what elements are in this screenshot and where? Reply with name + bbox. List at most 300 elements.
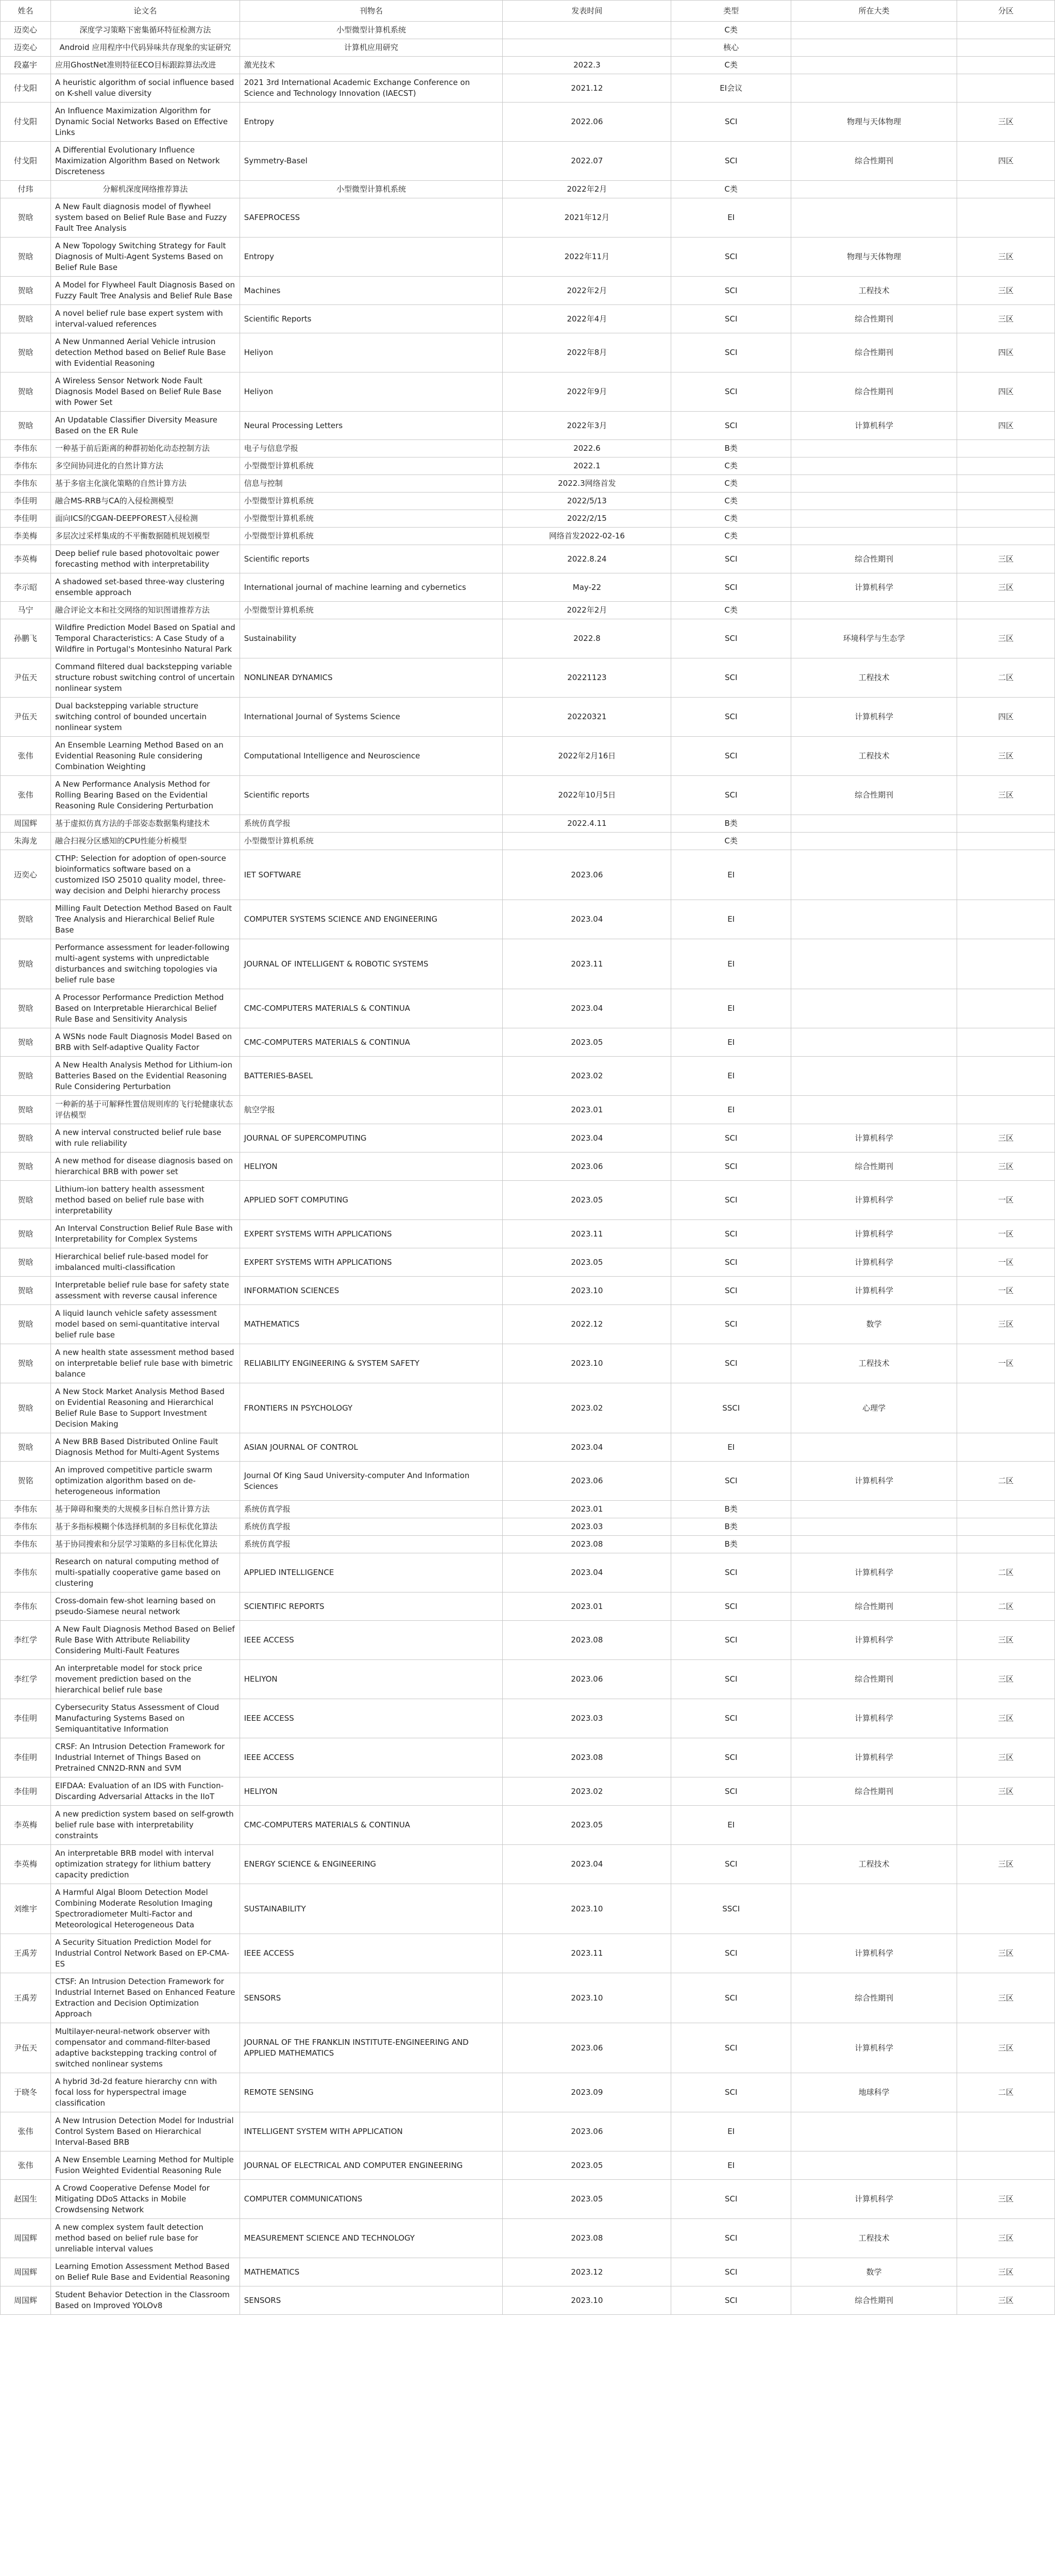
author-cell: 李伟东 <box>1 1553 51 1592</box>
title-cell: EIFDAA: Evaluation of an IDS with Function-Discarding Adversarial Attacks in the IIoT <box>51 1777 240 1806</box>
author-cell: 贺晗 <box>1 277 51 305</box>
category-cell <box>791 1028 957 1057</box>
table-row <box>1 238 1055 277</box>
author-cell: 贺晗 <box>1 939 51 989</box>
venue-cell: 系统仿真学报 <box>240 1518 503 1536</box>
date-cell: 2023.10 <box>503 2286 671 2315</box>
zone-cell: 二区 <box>957 2073 1055 2112</box>
venue-cell: EXPERT SYSTEMS WITH APPLICATIONS <box>240 1248 503 1277</box>
date-cell: 2022.6 <box>503 440 671 457</box>
type-cell: SCI <box>671 1777 791 1806</box>
title-cell: A heuristic algorithm of social influence based on K-shell value diversity <box>51 74 240 103</box>
zone-cell <box>957 1028 1055 1057</box>
table-body <box>1 22 1055 2315</box>
date-cell: 2023.11 <box>503 1220 671 1248</box>
venue-cell: HELIYON <box>240 1777 503 1806</box>
table-row <box>1 939 1055 989</box>
category-cell: 数学 <box>791 1305 957 1344</box>
date-cell: 2021.12 <box>503 74 671 103</box>
author-cell: 李伟东 <box>1 440 51 457</box>
table-row <box>1 2180 1055 2219</box>
category-cell: 计算机科学 <box>791 573 957 602</box>
venue-cell: INTELLIGENT SYSTEM WITH APPLICATION <box>240 2112 503 2151</box>
venue-cell: 小型微型计算机系统 <box>240 510 503 528</box>
zone-cell: 三区 <box>957 1660 1055 1699</box>
author-cell: 周国辉 <box>1 815 51 833</box>
title-cell: A new complex system fault detection method based on belief rule base for unreliable interval values <box>51 2219 240 2258</box>
zone-cell <box>957 198 1055 238</box>
zone-cell: 三区 <box>957 103 1055 142</box>
category-cell <box>791 1501 957 1518</box>
type-cell: SCI <box>671 1699 791 1738</box>
type-cell: C类 <box>671 493 791 510</box>
author-cell: 贺晗 <box>1 198 51 238</box>
table-row <box>1 1277 1055 1305</box>
zone-cell: 三区 <box>957 2258 1055 2286</box>
title-cell: A Crowd Cooperative Defense Model for Mitigating DDoS Attacks in Mobile Crowdsensing Network <box>51 2180 240 2219</box>
venue-cell: MATHEMATICS <box>240 2258 503 2286</box>
author-cell: 段嘉宇 <box>1 57 51 74</box>
venue-cell: Entropy <box>240 238 503 277</box>
title-cell: 融合评论文本和社交网络的知识图谱推荐方法 <box>51 602 240 619</box>
table-row <box>1 1553 1055 1592</box>
zone-cell: 三区 <box>957 1738 1055 1777</box>
table-row <box>1 815 1055 833</box>
type-cell: SCI <box>671 698 791 737</box>
title-cell: 基于多指标模糊个体选择机制的多目标优化算法 <box>51 1518 240 1536</box>
venue-cell: APPLIED INTELLIGENCE <box>240 1553 503 1592</box>
author-cell: 马宁 <box>1 602 51 619</box>
date-cell: 2023.08 <box>503 1536 671 1553</box>
venue-cell: 系统仿真学报 <box>240 1501 503 1518</box>
title-cell: Milling Fault Detection Method Based on Fault Tree Analysis and Hierarchical Belief Rule Base <box>51 900 240 939</box>
type-cell: C类 <box>671 22 791 39</box>
date-cell: 2022年2月 <box>503 181 671 198</box>
author-cell: 贺晗 <box>1 1220 51 1248</box>
date-cell: 2022.07 <box>503 142 671 181</box>
category-cell <box>791 493 957 510</box>
date-cell: 2022年2月 <box>503 602 671 619</box>
category-cell <box>791 475 957 493</box>
header-category: 所在大类 <box>791 1 957 22</box>
category-cell: 计算机科学 <box>791 2180 957 2219</box>
title-cell: An Updatable Classifier Diversity Measure Based on the ER Rule <box>51 412 240 440</box>
venue-cell: 小型微型计算机系统 <box>240 602 503 619</box>
zone-cell <box>957 74 1055 103</box>
title-cell: A shadowed set-based three-way clustering ensemble approach <box>51 573 240 602</box>
type-cell: C类 <box>671 528 791 545</box>
table-row <box>1 39 1055 57</box>
type-cell: SCI <box>671 412 791 440</box>
type-cell: EI <box>671 1028 791 1057</box>
table-row <box>1 545 1055 573</box>
venue-cell: 航空学报 <box>240 1096 503 1124</box>
author-cell: 贺晗 <box>1 1433 51 1462</box>
category-cell <box>791 74 957 103</box>
zone-cell: 三区 <box>957 1973 1055 2023</box>
date-cell: 2023.03 <box>503 1518 671 1536</box>
zone-cell <box>957 528 1055 545</box>
date-cell: 2023.02 <box>503 1777 671 1806</box>
table-row <box>1 74 1055 103</box>
title-cell: Wildfire Prediction Model Based on Spatial and Temporal Characteristics: A Case Study of a Wildfire in Portugal's Montesinho Natural Park <box>51 619 240 658</box>
category-cell: 综合性期刊 <box>791 1777 957 1806</box>
type-cell: EI <box>671 1096 791 1124</box>
type-cell: SCI <box>671 1592 791 1621</box>
date-cell: 2023.06 <box>503 850 671 900</box>
type-cell: SCI <box>671 1845 791 1884</box>
table-row <box>1 2151 1055 2180</box>
type-cell: SCI <box>671 1462 791 1501</box>
table-row <box>1 305 1055 333</box>
title-cell: 基于协同搜索和分层学习策略的多目标优化算法 <box>51 1536 240 1553</box>
type-cell: SCI <box>671 238 791 277</box>
author-cell: 李佳明 <box>1 510 51 528</box>
author-cell: 李伟东 <box>1 1592 51 1621</box>
date-cell: 2023.04 <box>503 1433 671 1462</box>
date-cell: 2022.12 <box>503 1305 671 1344</box>
type-cell: SSCI <box>671 1884 791 1934</box>
venue-cell: 激光技术 <box>240 57 503 74</box>
category-cell: 综合性期刊 <box>791 1592 957 1621</box>
author-cell: 张伟 <box>1 776 51 815</box>
type-cell: EI <box>671 989 791 1028</box>
zone-cell: 三区 <box>957 619 1055 658</box>
category-cell <box>791 1536 957 1553</box>
zone-cell <box>957 22 1055 39</box>
date-cell <box>503 22 671 39</box>
date-cell: 2022.3网络首发 <box>503 475 671 493</box>
venue-cell: IEEE ACCESS <box>240 1934 503 1973</box>
type-cell: SCI <box>671 1621 791 1660</box>
title-cell: Cross-domain few-shot learning based on pseudo-Siamese neural network <box>51 1592 240 1621</box>
date-cell: 2023.06 <box>503 1462 671 1501</box>
zone-cell: 三区 <box>957 238 1055 277</box>
table-row <box>1 1057 1055 1096</box>
type-cell: SCI <box>671 1738 791 1777</box>
date-cell: 2023.02 <box>503 1383 671 1433</box>
category-cell: 计算机科学 <box>791 2023 957 2073</box>
author-cell: 李英梅 <box>1 1806 51 1845</box>
table-row <box>1 1096 1055 1124</box>
author-cell: 贺晗 <box>1 1057 51 1096</box>
venue-cell: 系统仿真学报 <box>240 1536 503 1553</box>
title-cell: 分解机深度网络推荐算法 <box>51 181 240 198</box>
table-row <box>1 737 1055 776</box>
zone-cell <box>957 1433 1055 1462</box>
category-cell <box>791 989 957 1028</box>
table-row <box>1 372 1055 412</box>
date-cell: 2023.05 <box>503 1806 671 1845</box>
category-cell: 计算机科学 <box>791 412 957 440</box>
venue-cell: IEEE ACCESS <box>240 1621 503 1660</box>
zone-cell <box>957 493 1055 510</box>
table-row <box>1 2073 1055 2112</box>
zone-cell <box>957 1383 1055 1433</box>
date-cell: 20221123 <box>503 658 671 698</box>
category-cell: 综合性期刊 <box>791 776 957 815</box>
date-cell <box>503 39 671 57</box>
zone-cell: 一区 <box>957 1277 1055 1305</box>
type-cell: 核心 <box>671 39 791 57</box>
zone-cell <box>957 602 1055 619</box>
author-cell: 李佳明 <box>1 493 51 510</box>
venue-cell: 计算机应用研究 <box>240 39 503 57</box>
type-cell: B类 <box>671 440 791 457</box>
table-row <box>1 1621 1055 1660</box>
date-cell: 2022年2月16日 <box>503 737 671 776</box>
venue-cell: JOURNAL OF THE FRANKLIN INSTITUTE-ENGINEERING AND APPLIED MATHEMATICS <box>240 2023 503 2073</box>
table-row <box>1 1181 1055 1220</box>
title-cell: A New Intrusion Detection Model for Industrial Control System Based on Hierarchical Interval-Based BRB <box>51 2112 240 2151</box>
type-cell: SCI <box>671 1344 791 1383</box>
date-cell: 2022.4.11 <box>503 815 671 833</box>
type-cell: C类 <box>671 475 791 493</box>
date-cell: 2023.10 <box>503 1344 671 1383</box>
venue-cell: Heliyon <box>240 333 503 372</box>
zone-cell <box>957 2151 1055 2180</box>
table-row <box>1 493 1055 510</box>
type-cell: SCI <box>671 1553 791 1592</box>
venue-cell: COMPUTER SYSTEMS SCIENCE AND ENGINEERING <box>240 900 503 939</box>
category-cell: 综合性期刊 <box>791 2286 957 2315</box>
date-cell: 2023.11 <box>503 939 671 989</box>
author-cell: 王禹芳 <box>1 1934 51 1973</box>
category-cell <box>791 815 957 833</box>
type-cell: C类 <box>671 181 791 198</box>
title-cell: A New Performance Analysis Method for Rolling Bearing Based on the Evidential Reasoning Rule Considering Perturbation <box>51 776 240 815</box>
zone-cell: 二区 <box>957 1462 1055 1501</box>
zone-cell: 三区 <box>957 1934 1055 1973</box>
author-cell: 于晓冬 <box>1 2073 51 2112</box>
author-cell: 李伟东 <box>1 1536 51 1553</box>
venue-cell: CMC-COMPUTERS MATERIALS & CONTINUA <box>240 989 503 1028</box>
category-cell: 计算机科学 <box>791 1277 957 1305</box>
zone-cell <box>957 989 1055 1028</box>
zone-cell <box>957 475 1055 493</box>
type-cell: SCI <box>671 545 791 573</box>
author-cell: 周国辉 <box>1 2258 51 2286</box>
title-cell: 面向ICS的CGAN-DEEPFOREST入侵检测 <box>51 510 240 528</box>
table-row <box>1 1153 1055 1181</box>
table-row <box>1 1884 1055 1934</box>
author-cell: 周国辉 <box>1 2219 51 2258</box>
date-cell: 2023.05 <box>503 1248 671 1277</box>
author-cell: 尹伍天 <box>1 658 51 698</box>
venue-cell: MATHEMATICS <box>240 1305 503 1344</box>
category-cell: 工程技术 <box>791 2219 957 2258</box>
category-cell: 综合性期刊 <box>791 372 957 412</box>
venue-cell: JOURNAL OF INTELLIGENT & ROBOTIC SYSTEMS <box>240 939 503 989</box>
date-cell: 2022.8.24 <box>503 545 671 573</box>
category-cell: 计算机科学 <box>791 1699 957 1738</box>
title-cell: A new interval constructed belief rule base with rule reliability <box>51 1124 240 1153</box>
zone-cell: 二区 <box>957 1553 1055 1592</box>
table-row <box>1 1536 1055 1553</box>
category-cell: 物理与天体物理 <box>791 238 957 277</box>
zone-cell <box>957 2112 1055 2151</box>
venue-cell: SENSORS <box>240 1973 503 2023</box>
category-cell <box>791 1518 957 1536</box>
venue-cell: SUSTAINABILITY <box>240 1884 503 1934</box>
author-cell: 李佳明 <box>1 1777 51 1806</box>
date-cell: 2023.04 <box>503 989 671 1028</box>
venue-cell: FRONTIERS IN PSYCHOLOGY <box>240 1383 503 1433</box>
date-cell: 2023.03 <box>503 1699 671 1738</box>
type-cell: EI <box>671 198 791 238</box>
title-cell: A novel belief rule base expert system with interval-valued references <box>51 305 240 333</box>
zone-cell: 四区 <box>957 372 1055 412</box>
category-cell <box>791 939 957 989</box>
author-cell: 迈奕心 <box>1 39 51 57</box>
zone-cell <box>957 1057 1055 1096</box>
table-row <box>1 776 1055 815</box>
venue-cell: Neural Processing Letters <box>240 412 503 440</box>
venue-cell: INFORMATION SCIENCES <box>240 1277 503 1305</box>
category-cell: 综合性期刊 <box>791 545 957 573</box>
zone-cell: 三区 <box>957 1777 1055 1806</box>
title-cell: A Security Situation Prediction Model for Industrial Control Network Based on EP-CMA-ES <box>51 1934 240 1973</box>
venue-cell: NONLINEAR DYNAMICS <box>240 658 503 698</box>
title-cell: 多层次过采样集成的不平衡数据随机规划模型 <box>51 528 240 545</box>
table-row <box>1 1699 1055 1738</box>
table-row <box>1 1124 1055 1153</box>
zone-cell: 三区 <box>957 1305 1055 1344</box>
author-cell: 贺晗 <box>1 1277 51 1305</box>
title-cell: Lithium-ion battery health assessment method based on belief rule base with interpretability <box>51 1181 240 1220</box>
author-cell: 贺晗 <box>1 1028 51 1057</box>
date-cell: 2022.1 <box>503 457 671 475</box>
venue-cell: RELIABILITY ENGINEERING & SYSTEM SAFETY <box>240 1344 503 1383</box>
title-cell: An interpretable model for stock price movement prediction based on the hierarchical belief rule base <box>51 1660 240 1699</box>
date-cell: 2023.08 <box>503 1738 671 1777</box>
date-cell: 2023.11 <box>503 1934 671 1973</box>
author-cell: 李英梅 <box>1 545 51 573</box>
type-cell: SCI <box>671 573 791 602</box>
author-cell: 李伟东 <box>1 457 51 475</box>
table-row <box>1 22 1055 39</box>
venue-cell: CMC-COMPUTERS MATERIALS & CONTINUA <box>240 1028 503 1057</box>
date-cell <box>503 833 671 850</box>
venue-cell: Scientific Reports <box>240 305 503 333</box>
table-row <box>1 989 1055 1028</box>
author-cell: 付戈阳 <box>1 142 51 181</box>
title-cell: 一种基于前后距离的种群初始化动态控制方法 <box>51 440 240 457</box>
date-cell: 2023.08 <box>503 2219 671 2258</box>
table-row <box>1 2286 1055 2315</box>
author-cell: 刘维宇 <box>1 1884 51 1934</box>
author-cell: 李佳明 <box>1 1699 51 1738</box>
table-row <box>1 2023 1055 2073</box>
type-cell: EI <box>671 1433 791 1462</box>
zone-cell <box>957 457 1055 475</box>
table-row <box>1 850 1055 900</box>
date-cell: 2023.04 <box>503 900 671 939</box>
category-cell <box>791 22 957 39</box>
author-cell: 周国辉 <box>1 2286 51 2315</box>
venue-cell: 信息与控制 <box>240 475 503 493</box>
table-row <box>1 1777 1055 1806</box>
author-cell: 贺晗 <box>1 989 51 1028</box>
table-row <box>1 1501 1055 1518</box>
type-cell: SCI <box>671 1181 791 1220</box>
category-cell: 综合性期刊 <box>791 333 957 372</box>
title-cell: Hierarchical belief rule-based model for imbalanced multi-classification <box>51 1248 240 1277</box>
category-cell: 计算机科学 <box>791 1181 957 1220</box>
header-venue: 刊物名 <box>240 1 503 22</box>
category-cell <box>791 57 957 74</box>
table-row <box>1 1518 1055 1536</box>
type-cell: C类 <box>671 510 791 528</box>
venue-cell: IEEE ACCESS <box>240 1738 503 1777</box>
zone-cell: 一区 <box>957 1344 1055 1383</box>
zone-cell <box>957 440 1055 457</box>
category-cell <box>791 440 957 457</box>
title-cell: 一种新的基于可解释性置信规则库的飞行轮健康状态评估模型 <box>51 1096 240 1124</box>
type-cell: B类 <box>671 1518 791 1536</box>
venue-cell: HELIYON <box>240 1153 503 1181</box>
type-cell: SCI <box>671 2023 791 2073</box>
type-cell: EI <box>671 850 791 900</box>
category-cell: 地球科学 <box>791 2073 957 2112</box>
zone-cell: 三区 <box>957 1621 1055 1660</box>
category-cell <box>791 39 957 57</box>
zone-cell: 四区 <box>957 142 1055 181</box>
author-cell: 尹伍天 <box>1 698 51 737</box>
title-cell: Multilayer-neural-network observer with compensator and command-filter-based adaptive backstepping tracking control of switched nonlinear systems <box>51 2023 240 2073</box>
type-cell: C类 <box>671 57 791 74</box>
venue-cell: 小型微型计算机系统 <box>240 493 503 510</box>
date-cell: 2023.05 <box>503 1181 671 1220</box>
category-cell: 工程技术 <box>791 1845 957 1884</box>
table-row <box>1 698 1055 737</box>
title-cell: An interpretable BRB model with interval optimization strategy for lithium battery capacity prediction <box>51 1845 240 1884</box>
title-cell: A Processor Performance Prediction Method Based on Interpretable Hierarchical Belief Rule Base and Sensitivity Analysis <box>51 989 240 1028</box>
table-row <box>1 1738 1055 1777</box>
title-cell: A New Fault diagnosis model of flywheel system based on Belief Rule Base and Fuzzy Fault Tree Analysis <box>51 198 240 238</box>
date-cell: 2022年11月 <box>503 238 671 277</box>
zone-cell <box>957 510 1055 528</box>
category-cell: 物理与天体物理 <box>791 103 957 142</box>
author-cell: 李红学 <box>1 1660 51 1699</box>
author-cell: 贺晗 <box>1 1181 51 1220</box>
type-cell: SCI <box>671 1660 791 1699</box>
table-row <box>1 412 1055 440</box>
title-cell: Interpretable belief rule base for safety state assessment with reverse causal inference <box>51 1277 240 1305</box>
venue-cell: Sustainability <box>240 619 503 658</box>
category-cell: 计算机科学 <box>791 1553 957 1592</box>
type-cell: EI <box>671 1806 791 1845</box>
venue-cell: Entropy <box>240 103 503 142</box>
date-cell: 2023.06 <box>503 2023 671 2073</box>
venue-cell: Scientific reports <box>240 545 503 573</box>
venue-cell: JOURNAL OF SUPERCOMPUTING <box>240 1124 503 1153</box>
table-row <box>1 1592 1055 1621</box>
header-title: 论文名 <box>51 1 240 22</box>
category-cell <box>791 198 957 238</box>
type-cell: SCI <box>671 1248 791 1277</box>
date-cell: 2022年8月 <box>503 333 671 372</box>
author-cell: 迈奕心 <box>1 850 51 900</box>
author-cell: 贺晗 <box>1 1096 51 1124</box>
type-cell: EI <box>671 939 791 989</box>
date-cell: 2022.3 <box>503 57 671 74</box>
header-type: 类型 <box>671 1 791 22</box>
zone-cell: 四区 <box>957 412 1055 440</box>
venue-cell: IEEE ACCESS <box>240 1699 503 1738</box>
date-cell: 2022年4月 <box>503 305 671 333</box>
author-cell: 贺晗 <box>1 333 51 372</box>
